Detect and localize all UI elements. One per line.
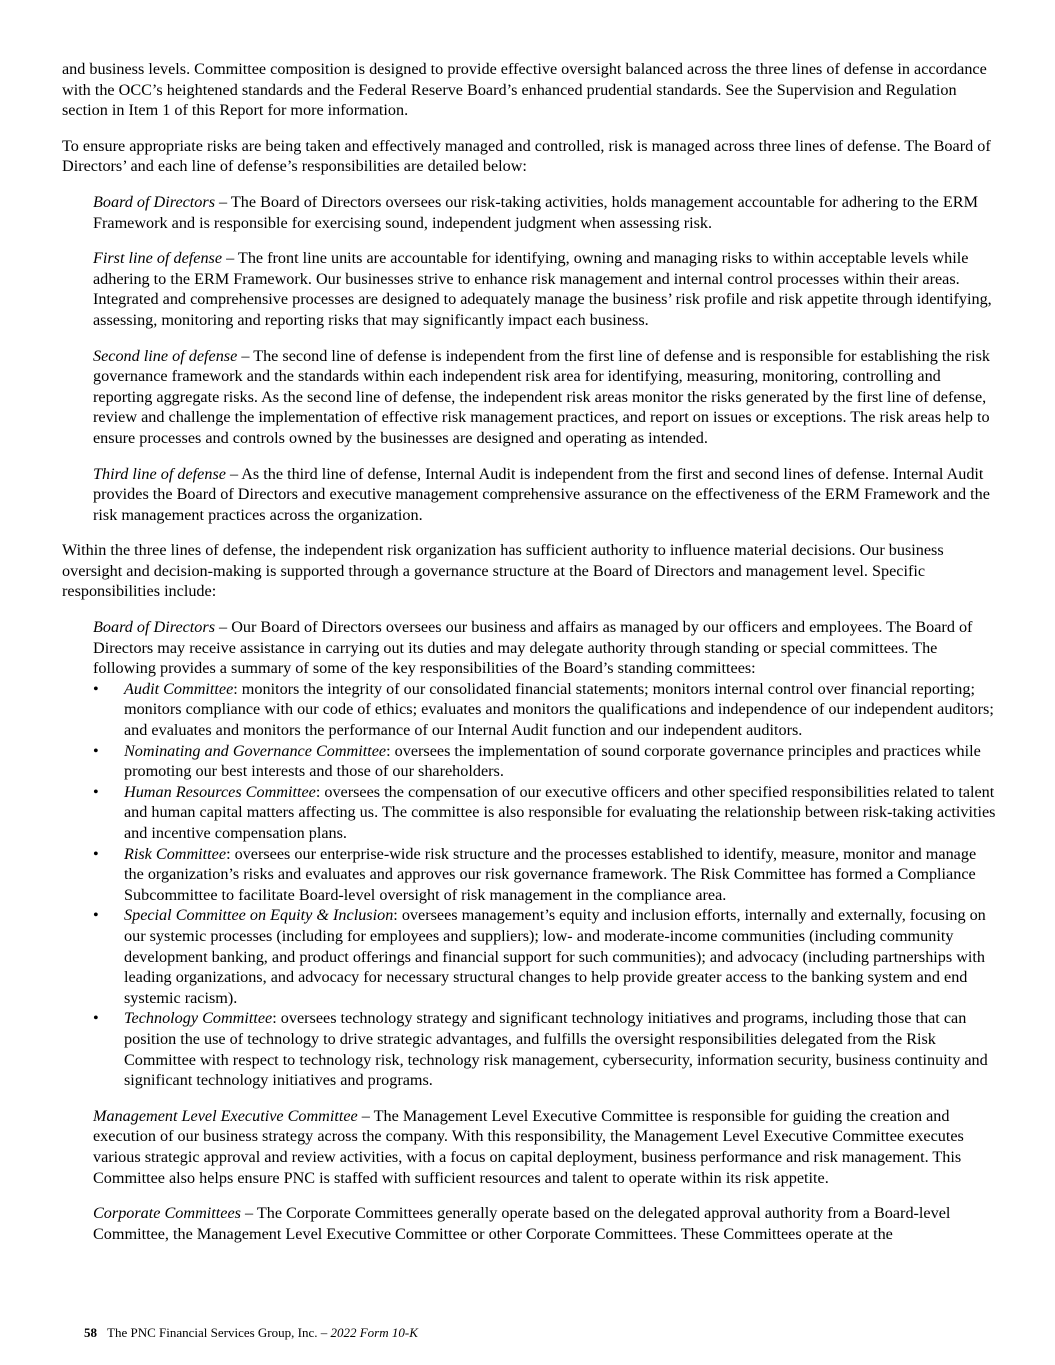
defense-term: Board of Directors (93, 192, 215, 211)
committee-item-nominating (93, 741, 997, 782)
committee-list (93, 679, 997, 1091)
committee-item-technology (93, 1008, 997, 1090)
document-page (62, 59, 997, 1259)
intro-paragraph: and business levels. Committee composition is designed to provide effective oversight balanced across the three lines of defense in accordance with the OCC’s heightened standards and the Federal Reserve Board’s enhanced prudential standards. See the Supervision and Regulation section in Item 1 of this Report for more information. (62, 60, 987, 120)
page-footer (84, 1325, 418, 1341)
defense-item-second-line (93, 346, 997, 449)
board-term: Board of Directors (93, 618, 215, 637)
defense-term: First line of defense (93, 249, 223, 268)
committee-term: Special Committee on Equity & Inclusion (124, 906, 394, 925)
committee-text: : oversees our enterprise-wide risk structure and the processes established to identify, measure, monitor and manage the organization’s risks and evaluates and approves our risk governance framework. The Risk Committee has formed a Compliance Subcommittee to facilitate Board-level oversight of risk management in the compliance area. (124, 844, 977, 904)
committee-text: : oversees the implementation of sound corporate governance principles and practices while promoting our best interests and those of our shareholders. (124, 741, 981, 781)
board-paragraph (93, 617, 997, 679)
committee-term: Technology Committee (124, 1009, 273, 1028)
committee-item-equity-inclusion (93, 905, 997, 1008)
management-committee-paragraph (93, 1106, 997, 1188)
three-lines-intro-paragraph: To ensure appropriate risks are being taken and effectively managed and controlled, risk is managed across three lines of defense. The Board of Directors’ and each line of defense’s responsibilities are detailed below: (62, 136, 991, 176)
governance-intro-paragraph: Within the three lines of defense, the independent risk organization has sufficient authority to influence material decisions. Our business oversight and decision-making is supported through a governance structure at the Board of Directors and management level. Specific responsibilities include: (62, 541, 944, 601)
bullet-icon: • (93, 741, 99, 760)
defense-item-board (93, 192, 997, 233)
committee-item-risk (93, 844, 997, 906)
committee-item-human-resources (93, 782, 997, 844)
committee-term: Nominating and Governance Committee (124, 741, 387, 760)
bullet-icon: • (93, 844, 99, 863)
committee-text: : oversees the compensation of our executive officers and other specified responsibilities related to talent and human capital matters affecting us. The committee is also responsible for evaluating the relationship between risk-taking activities and incentive compensation plans. (124, 782, 996, 842)
defense-item-third-line (93, 464, 997, 526)
defense-text: – The front line units are accountable for identifying, owning and managing risks to within acceptable levels while adhering to the ERM Framework. Our businesses strive to enhance risk management and internal control processes within their areas. Integrated and comprehensive processes are designed to adequately manage the business’ risk profile and risk appetite through identifying, assessing, monitoring and reporting risks that may significantly impact each business. (93, 249, 992, 329)
page-number: 58 (84, 1325, 97, 1340)
committee-term: Audit Committee (124, 679, 234, 698)
corporate-term: Corporate Committees (93, 1204, 241, 1223)
bullet-icon: • (93, 1009, 99, 1028)
bullet-icon: • (93, 679, 99, 698)
committee-term: Human Resources Committee (124, 782, 316, 801)
committee-item-audit (93, 679, 997, 741)
defense-text: – The Board of Directors oversees our risk-taking activities, holds management accountable for adhering to the ERM Framework and is responsible for exercising sound, independent judgment when assessing risk. (93, 192, 978, 232)
defense-lines-section (62, 192, 997, 525)
governance-section (62, 617, 997, 1244)
corporate-committees-paragraph (93, 1203, 997, 1244)
bullet-icon: • (93, 906, 99, 925)
defense-text: – The second line of defense is independent from the first line of defense and is responsible for establishing the risk governance framework and the standards within each independent risk area for identifying, measuring, monitoring, controlling and reporting aggregate risks. As the second line of defense, the independent risk areas monitor the risks generated by the first line of defense, review and challenge the implementation of effective risk management practices, and report on issues or exceptions. The risk areas help to ensure processes and controls owned by the businesses are designed and operating as intended. (93, 346, 990, 447)
management-text: – The Management Level Executive Committee is responsible for guiding the creation and execution of our business strategy across the company. With this responsibility, the Management Level Executive Committee executes various strategic approval and review activities, with a focus on capital deployment, business performance and risk management. This Committee also helps ensure PNC is staffed with sufficient resources and talent to operate within its risk appetite. (93, 1106, 964, 1187)
defense-term: Second line of defense (93, 346, 238, 365)
defense-text: – As the third line of defense, Internal Audit is independent from the first and second lines of defense. Internal Audit provides the Board of Directors and executive management comprehensive assurance on the effectiveness of the ERM Framework and the risk management practices across the organization. (93, 464, 990, 524)
committee-text: : oversees technology strategy and significant technology initiatives and programs, including those that can position the use of technology to drive strategic advantages, and fulfills the oversight responsibilities delegated from the Risk Committee with respect to technology risk, technology risk management, cybersecurity, information security, business continuity and significant technology initiatives and programs. (124, 1009, 988, 1090)
footer-company: The PNC Financial Services Group, Inc. – (107, 1325, 331, 1340)
management-term: Management Level Executive Committee (93, 1106, 358, 1125)
defense-item-first-line (93, 248, 997, 330)
board-text: – Our Board of Directors oversees our business and affairs as managed by our officers and employees. The Board of Directors may receive assistance in carrying out its duties and may delegate authority through standing or special committees. The following provides a summary of some of the key responsibilities of the Board’s standing committees: (93, 618, 973, 678)
bullet-icon: • (93, 782, 99, 801)
defense-term: Third line of defense (93, 464, 226, 483)
footer-form: 2022 Form 10-K (330, 1325, 418, 1340)
committee-text: : monitors the integrity of our consolidated financial statements; monitors internal control over financial reporting; monitors compliance with our code of ethics; evaluates and monitors the qualifications and independence of our independent auditors; and evaluates and monitors the performance of our Internal Audit function and our independent auditors. (124, 679, 994, 740)
corporate-text: – The Corporate Committees generally operate based on the delegated approval authority from a Board-level Committee, the Management Level Executive Committee or other Corporate Committees. These Committees operate at the (93, 1204, 951, 1243)
committee-term: Risk Committee (124, 844, 227, 863)
committee-text: : oversees management’s equity and inclusion efforts, internally and externally, focusing on our systemic processes (including for employees and suppliers); low- and moderate-income communities (including community development banking, and product offerings and financial support for such communities); and advocacy (including partnerships with leading organizations, and advocacy for necessary structural changes to help provide greater access to the banking system and end systemic racism). (124, 906, 986, 1007)
